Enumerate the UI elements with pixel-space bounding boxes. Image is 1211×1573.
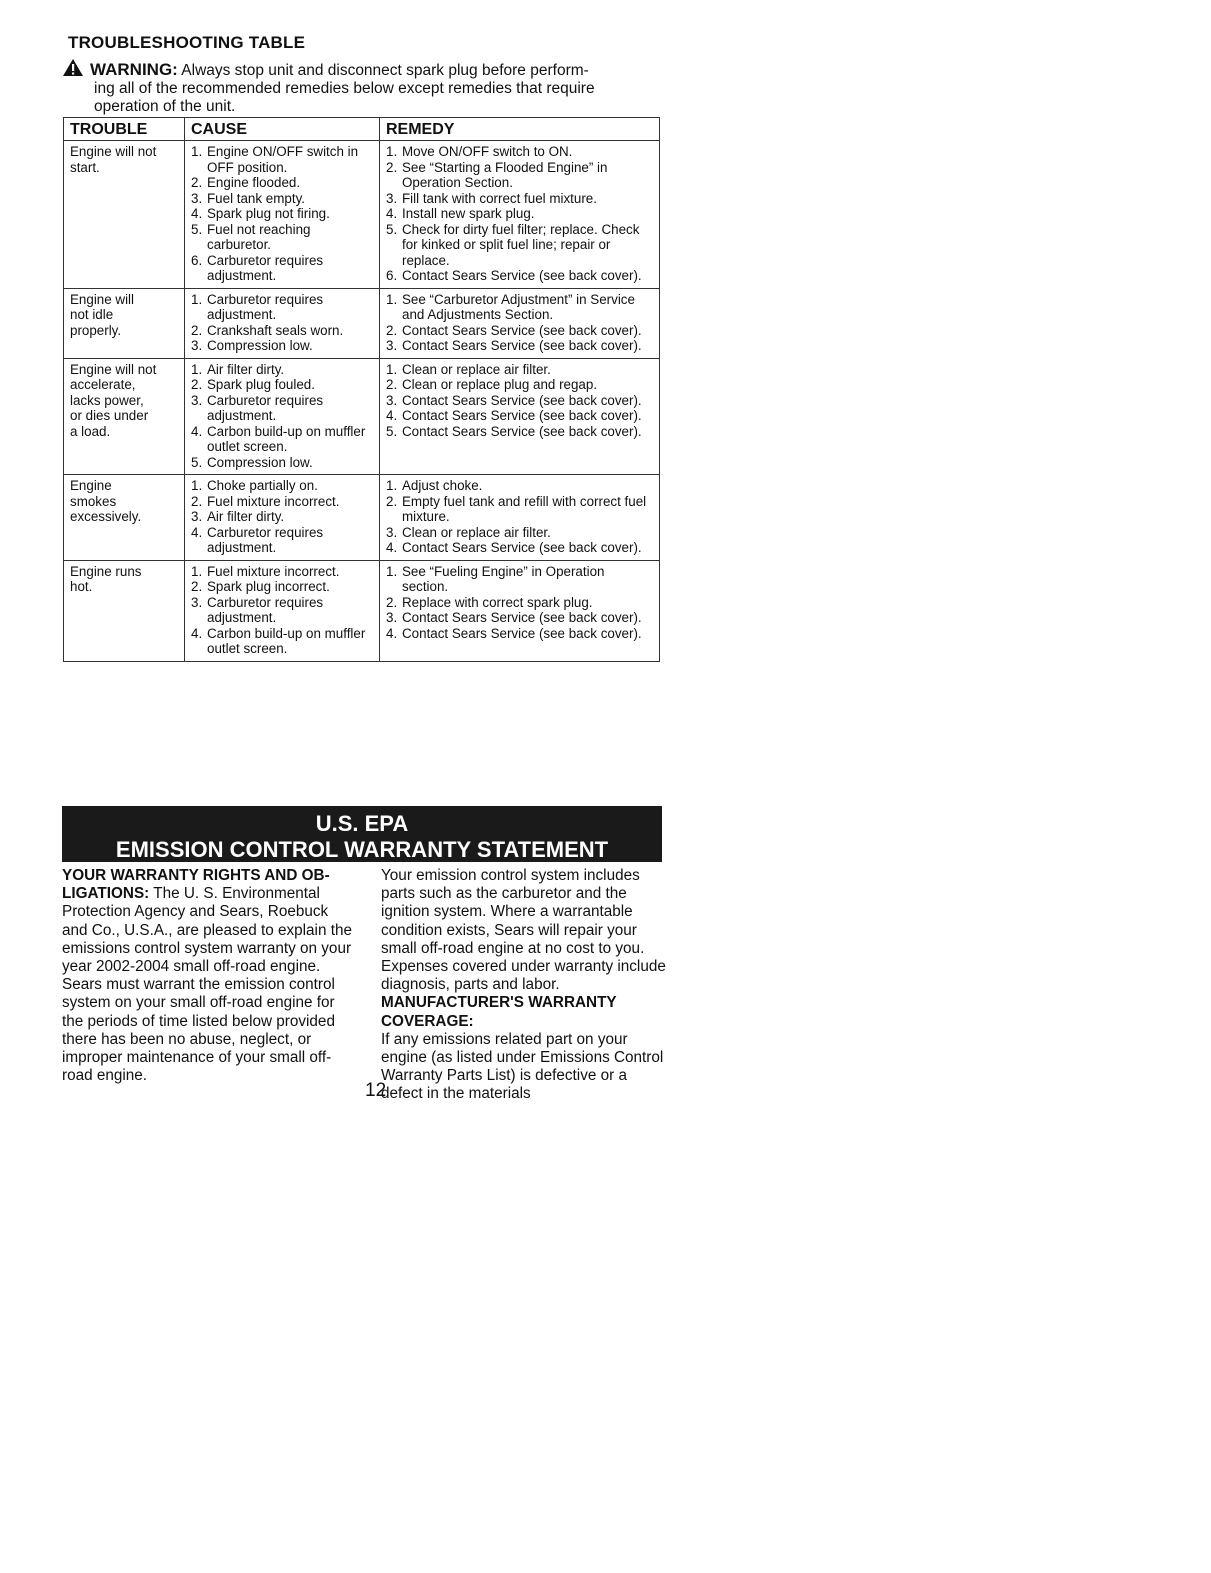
item-text: Contact Sears Service (see back cover). <box>402 392 642 408</box>
item-number: 4. <box>386 206 398 221</box>
item-number: 1. <box>386 361 398 377</box>
warning-notice <box>62 58 652 116</box>
remedy-item <box>386 540 653 556</box>
item-text: Air filter dirty. <box>207 509 285 524</box>
item-text: Move ON/OFF switch to ON. <box>402 144 573 159</box>
troubleshooting-table <box>63 117 660 662</box>
warranty-left-column <box>62 867 354 1085</box>
warning-text-2: ing all of the recommended remedies below except remedies that require <box>94 80 595 97</box>
item-number: 3. <box>386 338 398 353</box>
item-number: 2. <box>386 493 398 509</box>
remedy-item <box>386 160 653 191</box>
warranty-rights-heading: YOUR WARRANTY RIGHTS AND OB-LIGATIONS: <box>62 867 330 903</box>
item-text: Carburetor requires adjustment. <box>207 252 324 283</box>
item-text: Contact Sears Service (see back cover). <box>402 540 642 555</box>
table-row <box>64 288 660 358</box>
item-number: 1. <box>386 144 398 159</box>
remedy-item <box>386 478 653 494</box>
banner-line-2: EMISSION CONTROL WARRANTY STATEMENT <box>115 837 609 862</box>
item-number: 6. <box>386 268 398 283</box>
remedy-item <box>386 222 653 269</box>
cause-item <box>191 206 373 222</box>
item-number: 1. <box>386 478 398 493</box>
item-text: Clean or replace plug and regap. <box>402 377 598 392</box>
item-number: 1. <box>191 478 203 493</box>
item-text: Carburetor requires adjustment. <box>207 291 324 322</box>
epa-banner <box>62 806 662 862</box>
trouble-line: lacks power, <box>70 392 144 408</box>
item-number: 2. <box>191 579 203 594</box>
trouble-line: excessively. <box>70 509 142 524</box>
remedy-cell <box>380 358 660 475</box>
warranty-rights-body: The U. S. Environmental Protection Agency and Sears, Roebuck and Co., U.S.A., are pleased to explain the emissions control system warranty on your year 2002-2004 small off-road engine. Sears must warrant the emission control system on your small off-road engine for the periods of time listed below provided there has been no abuse, neglect, or improper maintenance of your small off-road engine. <box>62 885 352 1085</box>
item-text: Spark plug incorrect. <box>207 579 330 594</box>
remedy-item <box>386 393 653 409</box>
item-text: Carburetor requires adjustment. <box>207 594 324 625</box>
cause-item <box>191 494 373 510</box>
item-text: Spark plug not firing. <box>207 206 330 221</box>
cause-item <box>191 626 373 657</box>
header-cause: CAUSE <box>185 118 380 141</box>
item-number: 3. <box>191 392 203 408</box>
cause-item <box>191 175 373 191</box>
cause-item <box>191 144 373 175</box>
item-number: 5. <box>386 423 398 439</box>
item-number: 3. <box>386 524 398 540</box>
item-number: 2. <box>386 594 398 610</box>
cause-item <box>191 292 373 323</box>
item-text: Crankshaft seals worn. <box>207 322 344 338</box>
item-text: Empty fuel tank and refill with correct fuel mixture. <box>402 493 647 524</box>
remedy-item <box>386 377 653 393</box>
item-text: Check for dirty fuel filter; replace. Check for kinked or split fuel line; repair or replace. <box>402 221 640 268</box>
remedy-item <box>386 626 653 642</box>
item-text: Choke partially on. <box>207 478 318 493</box>
item-text: Air filter dirty. <box>207 361 285 377</box>
cause-item <box>191 579 373 595</box>
trouble-line: smokes <box>70 493 117 509</box>
item-number: 1. <box>191 144 203 159</box>
remedy-item <box>386 424 653 440</box>
item-text: Contact Sears Service (see back cover). <box>402 625 642 641</box>
item-number: 2. <box>191 493 203 509</box>
trouble-line: hot. <box>70 579 93 594</box>
item-number: 1. <box>191 563 203 579</box>
item-number: 5. <box>191 454 203 470</box>
item-text: See “Fueling Engine” in Operation section. <box>402 563 605 594</box>
item-text: Fill tank with correct fuel mixture. <box>402 190 597 206</box>
remedy-item <box>386 144 653 160</box>
cause-item <box>191 393 373 424</box>
trouble-line: Engine will <box>70 291 135 307</box>
item-number: 5. <box>386 221 398 237</box>
item-number: 4. <box>191 423 203 439</box>
item-number: 3. <box>191 594 203 610</box>
item-number: 4. <box>191 625 203 641</box>
page-title: TROUBLESHOOTING TABLE <box>68 33 306 52</box>
item-text: Fuel mixture incorrect. <box>207 563 340 579</box>
item-text: See “Starting a Flooded Engine” in Operation Section. <box>402 159 608 190</box>
item-number: 4. <box>191 206 203 221</box>
item-number: 4. <box>191 524 203 540</box>
item-text: Install new spark plug. <box>402 206 535 221</box>
item-text: Engine flooded. <box>207 175 301 190</box>
trouble-line: start. <box>70 159 100 175</box>
item-text: Clean or replace air filter. <box>402 524 551 540</box>
trouble-cell <box>64 560 185 661</box>
remedy-item <box>386 610 653 626</box>
item-text: Clean or replace air filter. <box>402 361 551 377</box>
item-number: 3. <box>191 338 203 353</box>
item-number: 3. <box>386 392 398 408</box>
cause-item <box>191 595 373 626</box>
trouble-line: Engine will not <box>70 361 157 377</box>
item-number: 3. <box>386 610 398 625</box>
cause-item <box>191 323 373 339</box>
item-text: Contact Sears Service (see back cover). <box>402 268 642 283</box>
item-number: 1. <box>386 291 398 307</box>
cause-item <box>191 564 373 580</box>
item-text: Compression low. <box>207 338 313 353</box>
remedy-item <box>386 338 653 354</box>
item-number: 5. <box>191 221 203 237</box>
item-number: 2. <box>191 377 203 392</box>
cause-item <box>191 338 373 354</box>
item-text: Engine ON/OFF switch in OFF position. <box>207 144 359 175</box>
item-number: 4. <box>386 408 398 423</box>
item-text: Fuel mixture incorrect. <box>207 493 340 509</box>
table-row <box>64 141 660 289</box>
cause-item <box>191 424 373 455</box>
remedy-cell <box>380 560 660 661</box>
table-row <box>64 475 660 561</box>
banner-line-1: U.S. EPA <box>315 811 409 836</box>
item-number: 2. <box>386 377 398 392</box>
item-text: Spark plug fouled. <box>207 377 315 392</box>
cause-item <box>191 191 373 207</box>
item-number: 3. <box>386 190 398 206</box>
item-text: Contact Sears Service (see back cover). <box>402 338 642 353</box>
remedy-item <box>386 206 653 222</box>
trouble-line: Engine <box>70 478 112 493</box>
warranty-right-column <box>381 867 666 1104</box>
remedy-item <box>386 292 653 323</box>
cause-item <box>191 478 373 494</box>
cause-item <box>191 362 373 378</box>
cause-cell <box>185 141 380 289</box>
item-text: Carbon build-up on muffler outlet screen. <box>207 423 366 454</box>
trouble-cell <box>64 358 185 475</box>
trouble-cell <box>64 141 185 289</box>
warning-label: WARNING: <box>90 60 178 79</box>
remedy-item <box>386 595 653 611</box>
cause-item <box>191 222 373 253</box>
remedy-cell <box>380 141 660 289</box>
cause-item <box>191 377 373 393</box>
coverage-heading: MANUFACTURER'S WARRANTY COVERAGE: <box>381 994 617 1030</box>
trouble-cell <box>64 288 185 358</box>
trouble-line: Engine runs <box>70 563 142 579</box>
remedy-item <box>386 323 653 339</box>
item-text: Carburetor requires adjustment. <box>207 524 324 555</box>
table-row <box>64 358 660 475</box>
remedy-item <box>386 191 653 207</box>
item-text: Carbon build-up on muffler outlet screen. <box>207 625 366 656</box>
item-text: See “Carburetor Adjustment” in Service and Adjustments Section. <box>402 291 635 322</box>
item-text: Contact Sears Service (see back cover). <box>402 322 642 338</box>
cause-cell <box>185 288 380 358</box>
item-text: Adjust choke. <box>402 478 483 493</box>
cause-cell <box>185 475 380 561</box>
cause-cell <box>185 560 380 661</box>
cause-item <box>191 253 373 284</box>
item-text: Replace with correct spark plug. <box>402 594 593 610</box>
trouble-line: properly. <box>70 322 122 338</box>
item-number: 2. <box>386 159 398 175</box>
header-trouble: TROUBLE <box>64 118 185 141</box>
item-text: Contact Sears Service (see back cover). <box>402 423 642 439</box>
cause-item <box>191 455 373 471</box>
trouble-line: not idle <box>70 307 114 322</box>
item-number: 1. <box>191 291 203 307</box>
item-text: Carburetor requires adjustment. <box>207 392 324 423</box>
header-remedy: REMEDY <box>380 118 660 141</box>
item-number: 3. <box>191 190 203 206</box>
item-text: Compression low. <box>207 454 313 470</box>
warning-text-3: operation of the unit. <box>94 98 236 115</box>
table-row <box>64 560 660 661</box>
remedy-cell <box>380 475 660 561</box>
item-text: Fuel tank empty. <box>207 190 305 206</box>
remedy-cell <box>380 288 660 358</box>
emission-system-paragraph: Your emission control system includes parts such as the carburetor and the ignition system. Where a warrantable condition exists, Sears will repair your small off-road engine at no cost to you. Expenses covered under warranty include diagnosis, parts and labor. <box>381 867 666 994</box>
page-number: 12 <box>365 1080 387 1101</box>
item-number: 2. <box>191 175 203 190</box>
remedy-item <box>386 525 653 541</box>
item-number: 4. <box>386 540 398 555</box>
item-number: 2. <box>386 322 398 338</box>
coverage-paragraph: If any emissions related part on your engine (as listed under Emissions Control Warranty Parts List) is defective or a defect in the materials <box>381 1030 664 1103</box>
cause-item <box>191 525 373 556</box>
trouble-line: Engine will not <box>70 144 157 159</box>
warning-triangle-icon <box>62 58 84 77</box>
trouble-cell <box>64 475 185 561</box>
remedy-item <box>386 268 653 284</box>
remedy-item <box>386 408 653 424</box>
cause-item <box>191 509 373 525</box>
trouble-line: a load. <box>70 423 111 439</box>
item-number: 2. <box>191 322 203 338</box>
remedy-item <box>386 494 653 525</box>
remedy-item <box>386 564 653 595</box>
item-number: 4. <box>386 625 398 641</box>
item-number: 3. <box>191 509 203 524</box>
item-text: Contact Sears Service (see back cover). <box>402 408 642 423</box>
item-text: Contact Sears Service (see back cover). <box>402 610 642 625</box>
remedy-item <box>386 362 653 378</box>
cause-cell <box>185 358 380 475</box>
item-number: 6. <box>191 252 203 268</box>
trouble-line: accelerate, <box>70 377 136 392</box>
warning-text-1: Always stop unit and disconnect spark plug before perform- <box>181 62 589 79</box>
trouble-line: or dies under <box>70 408 149 423</box>
item-number: 1. <box>191 361 203 377</box>
item-text: Fuel not reaching carburetor. <box>207 221 311 252</box>
item-number: 1. <box>386 563 398 579</box>
